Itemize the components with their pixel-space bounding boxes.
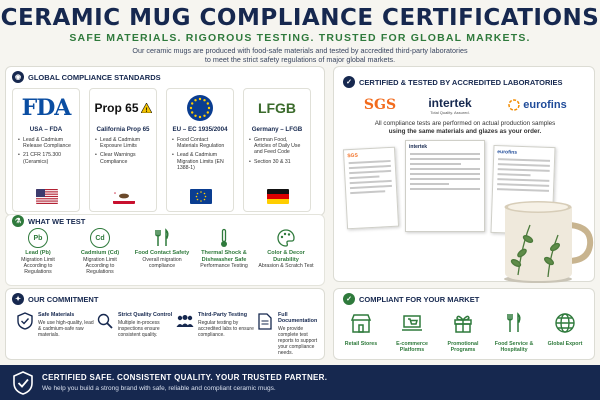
eurofins-mark-icon — [508, 99, 520, 111]
test-name: Color & Decor Durability — [267, 250, 305, 263]
test-report-eurofins: eurofins — [490, 145, 555, 235]
document-icon — [256, 312, 274, 330]
market-promotional — [440, 312, 486, 354]
globe-icon: ◉ — [12, 71, 24, 83]
eu-logo — [167, 92, 233, 124]
test-desc: Migration Limit According to Regulations — [83, 256, 117, 276]
fork-knife-icon — [503, 312, 525, 334]
test-name: Cadmium (Cd) — [80, 250, 120, 256]
eu-flag-icon — [190, 189, 212, 204]
intro-line: Our ceramic mugs are produced with food-safe materials and tested by accredited third-party laboratories — [132, 46, 468, 55]
test-report-sgs: SGS — [343, 147, 399, 230]
standard-card-lfgb — [243, 88, 311, 212]
commit-item-documentation — [256, 312, 322, 356]
check-circle-icon: ✓ — [343, 293, 355, 305]
test-item-food-contact — [134, 228, 190, 269]
prop65-logo: Prop 65 ! — [90, 92, 156, 124]
commit-desc: We provide complete test reports to support your compliance needs. — [278, 326, 318, 356]
standard-name: USA – FDA — [29, 126, 63, 133]
standard-name: Germany – LFGB — [251, 126, 303, 133]
usa-flag-icon — [36, 189, 58, 204]
germany-flag-icon — [267, 189, 289, 204]
commit-name: Third-Party Testing — [198, 312, 248, 318]
standard-point: • Lead & Cadmium Migration Limits (EN 1388-1) — [172, 152, 228, 171]
standard-point: • Section 30 & 31 — [249, 159, 305, 165]
test-name: Thermal Shock & Dishwasher Safe — [201, 250, 247, 263]
standards-heading: ◉ GLOBAL COMPLIANCE STANDARDS — [12, 71, 161, 83]
test-desc: Abrasion & Scratch Test — [258, 263, 314, 269]
laptop-cart-icon — [401, 312, 423, 334]
test-report-intertek: intertek — [405, 140, 485, 232]
commit-item-safe-materials — [16, 312, 94, 338]
footer-banner — [0, 365, 600, 400]
test-item-lead — [10, 228, 66, 275]
sgs-logo: SGS — [363, 97, 397, 113]
labs-heading: ✓ CERTIFIED & TESTED BY ACCREDITED LABORATORIES — [343, 76, 563, 88]
lfgb-logo: LFGB — [257, 100, 297, 116]
shield-check-icon — [12, 371, 34, 395]
test-desc: Overall migration compliance — [142, 256, 182, 269]
market-name: Food Service & Hospitality — [494, 341, 534, 354]
test-item-cadmium — [72, 228, 128, 275]
magnifier-icon — [96, 312, 114, 330]
commit-desc: We use high-quality, lead & cadmium-safe raw materials. — [38, 320, 94, 338]
gift-icon — [452, 312, 474, 334]
labs-description — [345, 120, 585, 136]
handshake-icon: ✦ — [12, 293, 24, 305]
intro-line: to meet the strict safety regulations of major global markets. — [204, 55, 396, 64]
commit-name: Safe Materials — [38, 312, 75, 318]
svg-text:!: ! — [145, 108, 148, 113]
commit-item-quality-control — [96, 312, 174, 338]
market-name: Global Export — [547, 341, 583, 347]
commit-desc: Multiple in-process inspections ensure consistent quality. — [118, 320, 160, 338]
standard-name: California Prop 65 — [96, 126, 150, 133]
page-title: CERAMIC MUG COMPLIANCE CERTIFICATIONS — [0, 5, 600, 31]
intro-text — [110, 46, 490, 64]
test-item-thermal — [196, 228, 252, 269]
footer-tagline: We help you build a strong brand with safe, reliable and compliant ceramic mugs. — [42, 385, 276, 392]
people-icon — [176, 312, 194, 330]
market-ecommerce — [389, 312, 435, 354]
commit-name: Full Documentation — [278, 312, 318, 324]
utensils-icon — [152, 228, 172, 248]
commit-item-third-party — [176, 312, 254, 338]
page-subtitle: SAFE MATERIALS. RIGOROUS TESTING. TRUSTED FOR GLOBAL MARKETS. — [69, 32, 531, 44]
thermometer-icon — [214, 228, 234, 248]
standard-point: • Lead & Cadmium Release Compliance — [18, 137, 74, 149]
tests-heading: ⚗ WHAT WE TEST — [12, 215, 85, 227]
lead-icon: Pb — [28, 228, 48, 248]
palette-icon — [276, 228, 296, 248]
california-flag-icon — [113, 189, 135, 204]
standard-point: • Lead & Cadmium Exposure Limits — [95, 137, 151, 149]
ceramic-mug-image — [500, 195, 595, 285]
standard-card-eu — [166, 88, 234, 212]
check-icon: ✓ — [343, 76, 355, 88]
markets-heading: ✓ COMPLIANT FOR YOUR MARKET — [343, 293, 479, 305]
labs-desc-line: using the same materials and glazes as your order. — [388, 128, 542, 135]
market-name: E-commerce Platforms — [396, 341, 428, 354]
commit-name: Strict Quality Control — [118, 312, 173, 318]
cadmium-icon: Cd — [90, 228, 110, 248]
standard-card-prop65 — [89, 88, 157, 212]
standard-name: EU – EC 1935/2004 — [172, 126, 228, 133]
market-name: Promotional Programs — [447, 341, 479, 354]
market-name: Retail Stores — [344, 341, 378, 347]
test-desc: Performance Testing — [200, 263, 248, 269]
test-desc: Migration Limit According to Regulations — [21, 256, 55, 276]
intertek-logo: intertek Total Quality. Assured. — [428, 95, 472, 115]
commit-desc: Regular testing by accredited labs to ensure compliance. — [198, 320, 254, 338]
market-global-export — [542, 312, 588, 347]
eu-stars-icon — [186, 94, 214, 122]
fda-logo: FDA — [21, 95, 71, 121]
eurofins-logo: eurofins — [490, 95, 585, 115]
warning-icon — [141, 103, 152, 113]
standard-point: • Clear Warnings Compliance — [95, 152, 151, 164]
standard-point: • 21 CFR 175.300 (Ceramics) — [18, 152, 74, 164]
market-retail — [338, 312, 384, 347]
commitment-heading: ✦ OUR COMMITMENT — [12, 293, 98, 305]
flask-icon: ⚗ — [12, 215, 24, 227]
test-name: Food Contact Safety — [134, 250, 190, 256]
standard-point: • German Food, Articles of Daily Use and Feed Code — [249, 137, 305, 156]
test-item-decor — [258, 228, 314, 269]
globe-icon — [554, 312, 576, 334]
test-name: Lead (Pb) — [25, 250, 51, 256]
store-icon — [350, 312, 372, 334]
standard-card-fda — [12, 88, 80, 212]
standard-point: • Food Contact Materials Regulation — [172, 137, 228, 149]
labs-desc-line: All compliance tests are performed on actual production samples — [374, 120, 556, 127]
market-food-service — [491, 312, 537, 354]
footer-headline: CERTIFIED SAFE. CONSISTENT QUALITY. YOUR TRUSTED PARTNER. — [42, 373, 328, 382]
shield-check-icon — [16, 312, 34, 330]
